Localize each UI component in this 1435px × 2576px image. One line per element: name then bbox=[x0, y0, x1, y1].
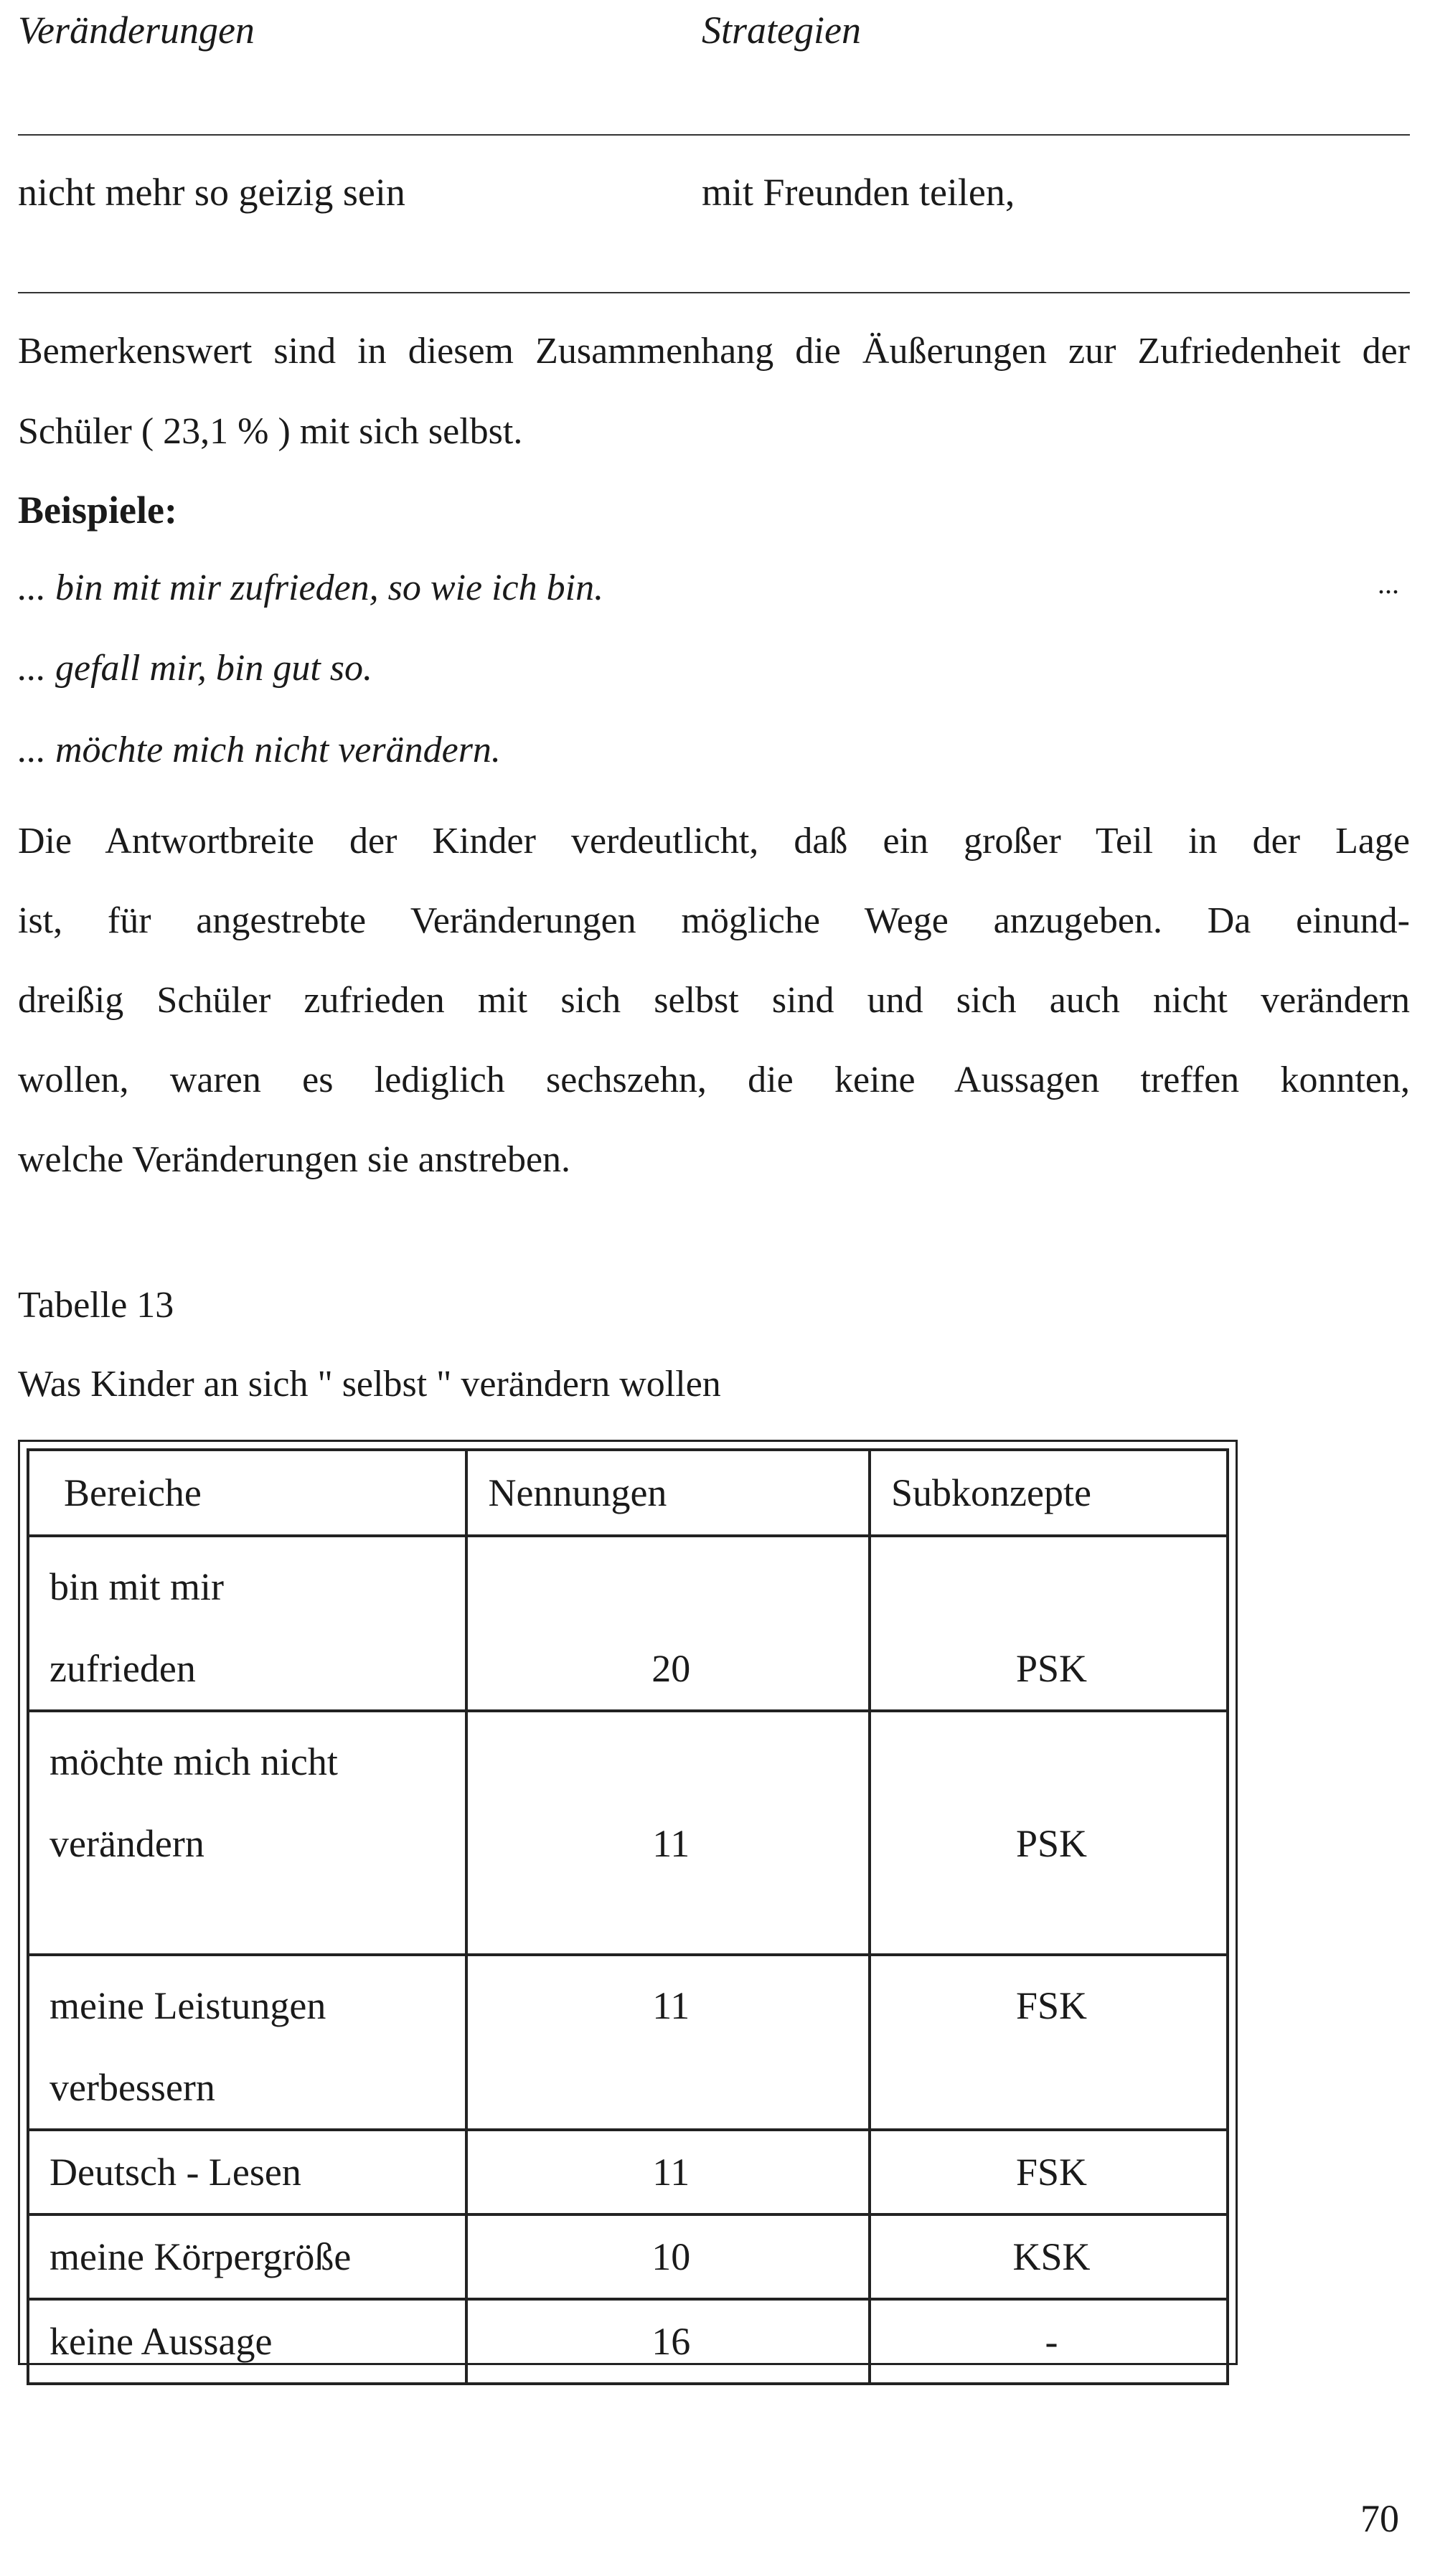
cell-bereich-line: verbessern bbox=[50, 2066, 215, 2109]
cell-bereich-line: meine Körpergröße bbox=[50, 2235, 352, 2278]
table-row bbox=[28, 2130, 1228, 2214]
examples-label: Beispiele: bbox=[18, 489, 177, 532]
table-row bbox=[28, 1536, 1228, 1711]
cell-subkonzept-value: PSK bbox=[1015, 1822, 1088, 1865]
page-number: 70 bbox=[1360, 2497, 1399, 2540]
cell-bereich-line: zufrieden bbox=[50, 1647, 196, 1690]
results-table bbox=[27, 1448, 1229, 2385]
header-veraenderungen: Veränderungen bbox=[18, 9, 255, 52]
example-strategy: mit Freunden teilen, bbox=[702, 171, 1015, 214]
cell-bereich-line: bin mit mir bbox=[50, 1565, 224, 1608]
example-quote-2: ... gefall mir, bin gut so. bbox=[18, 648, 373, 689]
cell-bereich-line: keine Aussage bbox=[50, 2320, 273, 2363]
cell-subkonzept bbox=[870, 1711, 1228, 1955]
cell-bereich bbox=[28, 1711, 466, 1955]
header-nennungen: Nennungen bbox=[466, 1450, 870, 1536]
example-quote-3: ... möchte mich nicht verändern. bbox=[18, 730, 501, 770]
cell-bereich-line: Deutsch - Lesen bbox=[50, 2151, 301, 2194]
cell-bereich-line: möchte mich nicht bbox=[50, 1740, 338, 1783]
table-row bbox=[28, 1711, 1228, 1955]
example-trailing-mark: ... bbox=[1378, 567, 1399, 600]
example-quote-1: ... bin mit mir zufrieden, so wie ich bin. bbox=[18, 567, 604, 608]
paragraph-line-5: welche Veränderungen sie anstreben. bbox=[18, 1139, 571, 1180]
cell-subkonzept bbox=[870, 2130, 1228, 2214]
paragraph-line-1: Die Antwortbreite der Kinder verdeutlicht, daß ein großer Teil in der Lage bbox=[18, 821, 1410, 862]
cell-subkonzept bbox=[870, 1955, 1228, 2130]
cell-subkonzept-value: FSK bbox=[1015, 1984, 1088, 2027]
cell-subkonzept bbox=[870, 2299, 1228, 2384]
table-frame bbox=[18, 1440, 1238, 2365]
paragraph-zufriedenheit: Bemerkenswert sind in diesem Zusammenhang die Äußerungen zur Zufriedenheit der Schüler ( 23,1 % ) mit sich selbst. bbox=[18, 331, 1410, 452]
cell-bereich bbox=[28, 2214, 466, 2299]
cell-nennungen bbox=[466, 1711, 870, 1955]
cell-bereich bbox=[28, 2299, 466, 2384]
cell-nennungen bbox=[466, 2214, 870, 2299]
divider-top bbox=[18, 134, 1410, 136]
cell-nennungen-value: 20 bbox=[651, 1647, 691, 1690]
paragraph-line-2: ist, für angestrebte Veränderungen mögliche Wege anzugeben. Da einund- bbox=[18, 900, 1410, 941]
cell-bereich-line: verändern bbox=[50, 1822, 204, 1865]
header-strategien: Strategien bbox=[702, 9, 861, 52]
table-header-row bbox=[28, 1450, 1228, 1536]
cell-subkonzept-value: PSK bbox=[1015, 1647, 1088, 1690]
cell-nennungen-value: 11 bbox=[652, 1822, 690, 1865]
example-change: nicht mehr so geizig sein bbox=[18, 171, 405, 214]
cell-bereich bbox=[28, 1536, 466, 1711]
table-label: Tabelle 13 bbox=[18, 1285, 174, 1326]
header-bereiche: Bereiche bbox=[28, 1450, 466, 1536]
divider-bottom bbox=[18, 292, 1410, 293]
cell-nennungen-value: 11 bbox=[652, 2151, 690, 2194]
cell-nennungen bbox=[466, 2130, 870, 2214]
cell-subkonzept-value: FSK bbox=[1015, 2151, 1088, 2194]
cell-subkonzept bbox=[870, 2214, 1228, 2299]
table-row bbox=[28, 2214, 1228, 2299]
paragraph-line-3: dreißig Schüler zufrieden mit sich selbst sind und sich auch nicht verändern bbox=[18, 980, 1410, 1021]
table-caption: Was Kinder an sich " selbst " verändern wollen bbox=[18, 1364, 721, 1405]
cell-subkonzept-value: KSK bbox=[1012, 2235, 1091, 2278]
cell-subkonzept bbox=[870, 1536, 1228, 1711]
cell-nennungen-value: 10 bbox=[651, 2235, 691, 2278]
cell-bereich bbox=[28, 2130, 466, 2214]
cell-nennungen-value: 16 bbox=[651, 2320, 691, 2363]
cell-nennungen bbox=[466, 1536, 870, 1711]
header-subkonzepte: Subkonzepte bbox=[870, 1450, 1228, 1536]
cell-nennungen bbox=[466, 1955, 870, 2130]
cell-bereich-line: meine Leistungen bbox=[50, 1984, 326, 2027]
cell-nennungen bbox=[466, 2299, 870, 2384]
paragraph-line-4: wollen, waren es lediglich sechszehn, die keine Aussagen treffen konnten, bbox=[18, 1060, 1410, 1100]
table-row bbox=[28, 1955, 1228, 2130]
cell-subkonzept-value: - bbox=[1045, 2320, 1058, 2363]
cell-nennungen-value: 11 bbox=[652, 1984, 690, 2027]
table-row bbox=[28, 2299, 1228, 2384]
cell-bereich bbox=[28, 1955, 466, 2130]
